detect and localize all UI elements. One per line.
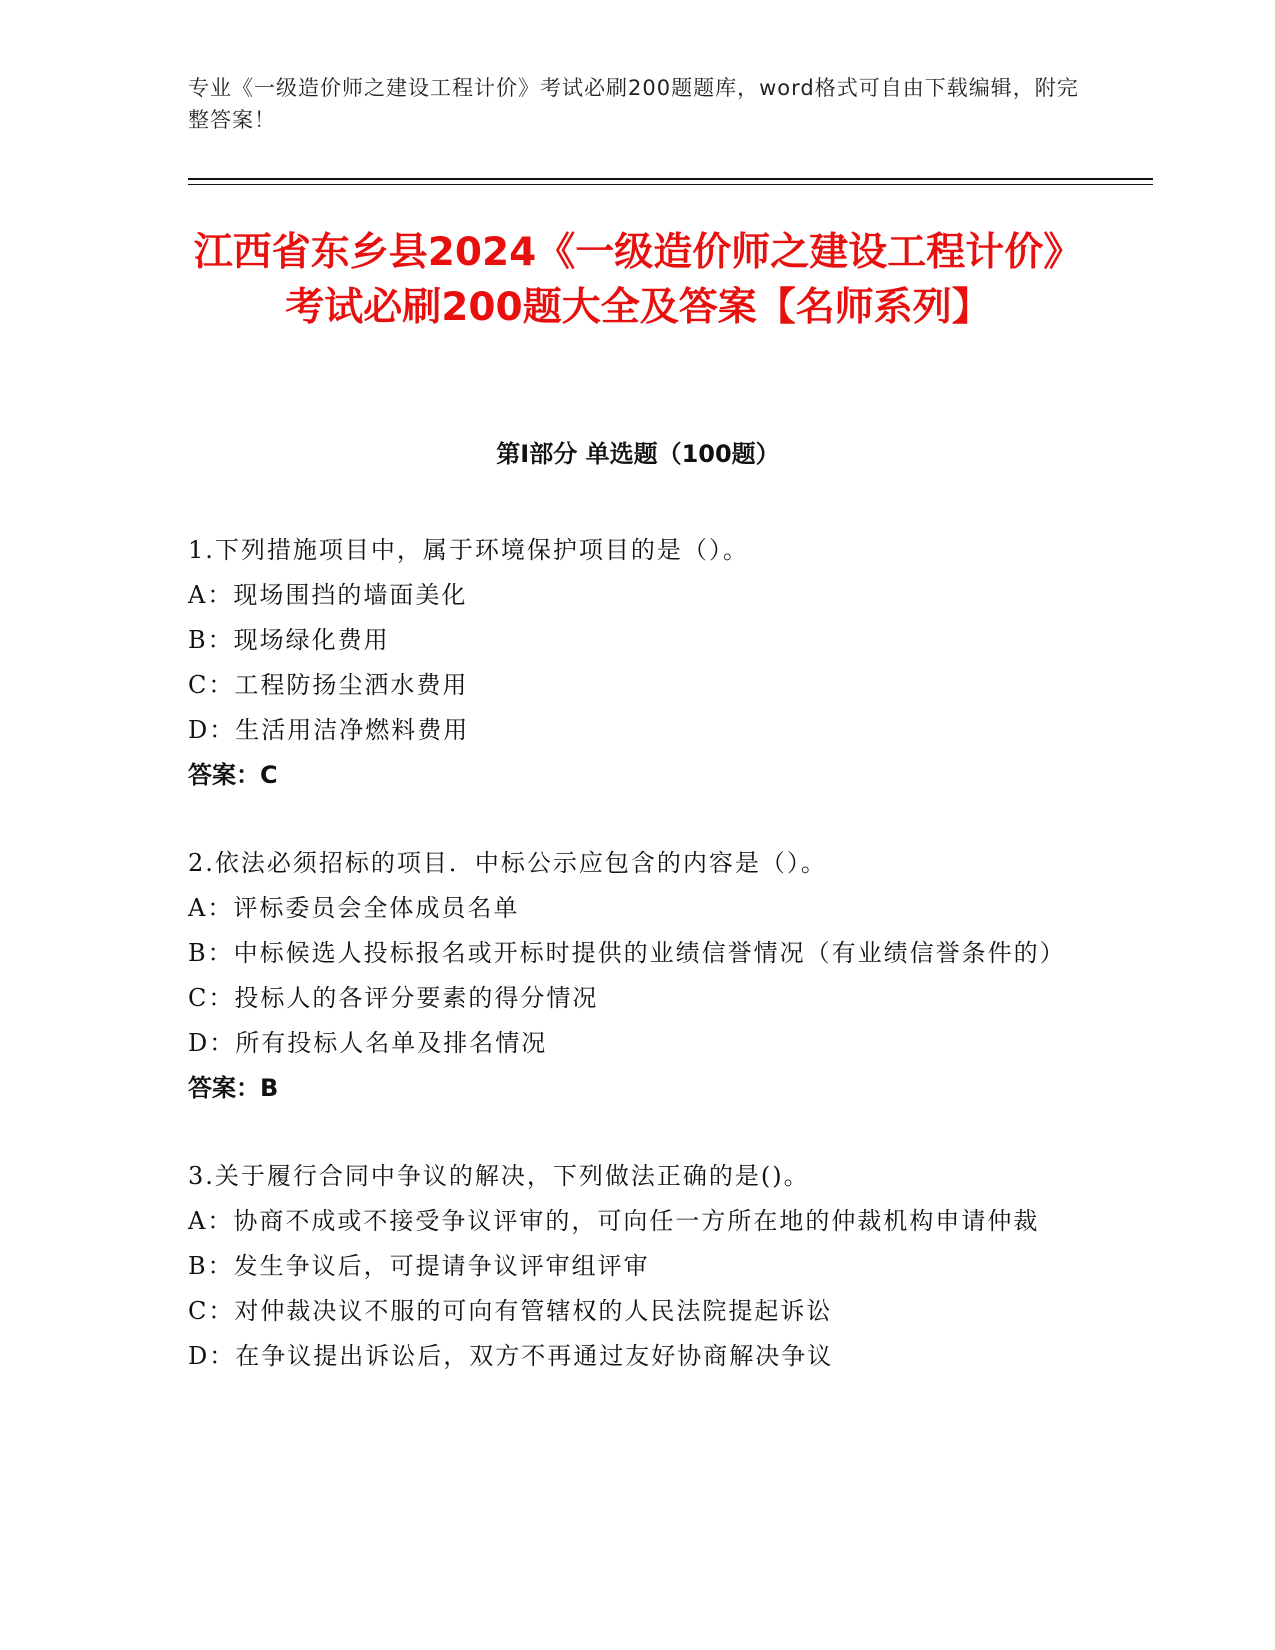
option-c: C：对仲裁决议不服的可向有管辖权的人民法院提起诉讼	[188, 1297, 833, 1325]
option-c: C：投标人的各评分要素的得分情况	[188, 984, 599, 1012]
option-b: B：发生争议后，可提请争议评审组评审	[188, 1252, 650, 1280]
option-d: D：所有投标人名单及排名情况	[188, 1029, 548, 1057]
question-2	[188, 841, 1083, 1111]
answer: 答案：C	[188, 761, 278, 789]
question-stem: 3.关于履行合同中争议的解决，下列做法正确的是()。	[188, 1162, 810, 1190]
option-d: D：在争议提出诉讼后，双方不再通过友好协商解决争议	[188, 1342, 834, 1370]
option-a: A：现场围挡的墙面美化	[188, 581, 468, 609]
option-a: A：协商不成或不接受争议评审的，可向任一方所在地的仲裁机构申请仲裁	[188, 1207, 1040, 1235]
section-heading: 第I部分 单选题（100题）	[496, 440, 780, 468]
question-stem: 1.下列措施项目中，属于环境保护项目的是（）。	[188, 536, 749, 564]
question-3	[188, 1154, 1083, 1379]
option-a: A：评标委员会全体成员名单	[188, 894, 520, 922]
question-1	[188, 528, 1083, 798]
answer: 答案：B	[188, 1074, 279, 1102]
header-divider-thick	[188, 178, 1153, 180]
header-divider-thin	[188, 184, 1153, 185]
document-title: 江西省东乡县2024《一级造价师之建设工程计价》考试必刷200题大全及答案【名师系列】	[193, 230, 1083, 330]
option-d: D：生活用洁净燃料费用	[188, 716, 470, 744]
option-c: C：工程防扬尘洒水费用	[188, 671, 469, 699]
question-stem: 2.依法必须招标的项目．中标公示应包含的内容是（）。	[188, 849, 827, 877]
header-note: 专业《一级造价师之建设工程计价》考试必刷200题题库，word格式可自由下载编辑，附完整答案！	[188, 76, 1079, 132]
option-b: B：中标候选人投标报名或开标时提供的业绩信誉情况（有业绩信誉条件的）	[188, 939, 1066, 967]
option-b: B：现场绿化费用	[188, 626, 390, 654]
question-list	[188, 528, 1083, 1422]
